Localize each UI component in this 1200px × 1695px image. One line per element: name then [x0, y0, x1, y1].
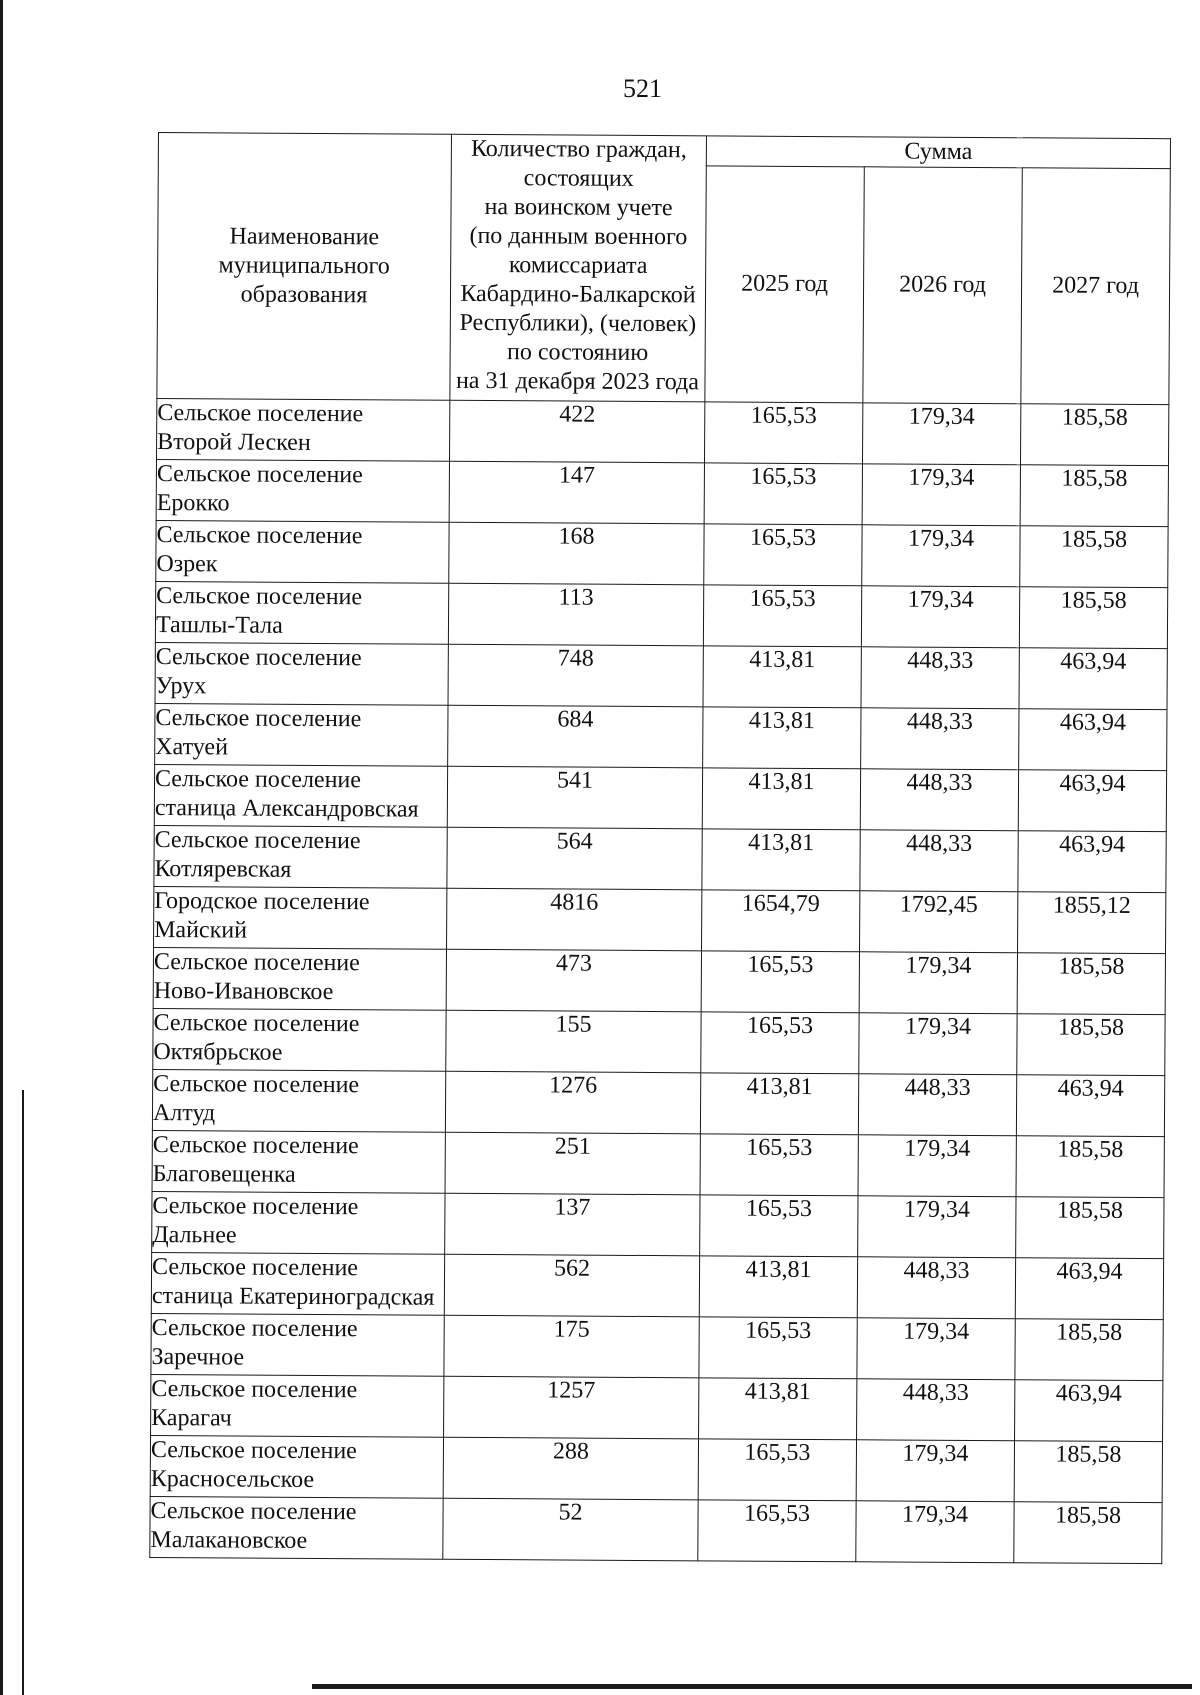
header-municipality-line: муниципального	[218, 252, 390, 280]
citizen-count-cell: 147	[449, 461, 704, 524]
municipality-name-cell	[151, 1252, 444, 1315]
table-row	[152, 1069, 1164, 1136]
sum-2025-cell: 165,53	[704, 524, 862, 586]
header-municipality	[157, 133, 452, 401]
sum-2026-cell: 448,33	[861, 708, 1019, 770]
sum-2025-cell: 165,53	[698, 1439, 856, 1501]
sum-2027-cell: 185,58	[1015, 1319, 1163, 1381]
sum-2025-cell: 413,81	[703, 646, 861, 708]
table-row	[151, 1252, 1163, 1319]
sum-2025-cell: 413,81	[700, 1073, 858, 1135]
municipality-name: Октябрьское	[153, 1038, 283, 1066]
table-row	[150, 1435, 1162, 1502]
municipality-name: Урух	[155, 672, 207, 700]
municipality-type: Сельское поселение	[153, 1070, 360, 1099]
municipality-name: Котляревская	[154, 855, 292, 883]
municipality-type: Сельское поселение	[156, 460, 363, 489]
bottom-rule	[312, 1684, 1192, 1689]
sum-2027-cell: 185,58	[1020, 465, 1168, 527]
sum-2026-cell: 448,33	[857, 1257, 1015, 1319]
left-margin-rule	[0, 0, 3, 1695]
citizen-count-cell: 473	[446, 949, 701, 1012]
citizen-count-cell: 562	[444, 1254, 699, 1317]
header-citizen-count-line: Республики), (человек)	[459, 309, 697, 338]
municipality-type: Сельское поселение	[154, 765, 362, 794]
table-row	[154, 764, 1166, 831]
municipality-name-cell	[155, 703, 448, 766]
sum-2026-cell: 179,34	[858, 1196, 1016, 1258]
sum-2026-cell: 179,34	[861, 586, 1019, 648]
sum-2027-cell: 185,58	[1017, 953, 1165, 1015]
header-year-2027: 2027 год	[1021, 168, 1170, 405]
municipality-name: Малакановское	[150, 1526, 308, 1554]
sum-2025-cell: 165,53	[698, 1500, 856, 1562]
sum-2026-cell: 448,33	[860, 830, 1018, 892]
sum-2025-cell: 165,53	[699, 1317, 857, 1379]
sum-2025-cell: 165,53	[700, 1195, 858, 1257]
sum-2025-cell: 1654,79	[702, 890, 860, 952]
table-row	[153, 947, 1165, 1014]
municipality-name: станица Александровская	[154, 794, 419, 823]
header-citizen-count-text	[450, 135, 706, 398]
municipality-name-cell	[151, 1313, 444, 1376]
allocation-table	[149, 132, 1171, 1564]
sum-2026-cell: 179,34	[859, 1013, 1017, 1075]
sum-2027-cell: 185,58	[1014, 1502, 1162, 1564]
table-row	[151, 1374, 1163, 1441]
municipality-name-cell	[156, 398, 449, 461]
sum-2027-cell: 463,94	[1016, 1075, 1164, 1137]
municipality-name: Алтуд	[152, 1099, 216, 1127]
municipality-name-cell	[152, 1130, 445, 1193]
sum-2026-cell: 179,34	[856, 1501, 1014, 1563]
table-row	[151, 1313, 1163, 1380]
citizen-count-cell: 175	[444, 1315, 699, 1378]
municipality-name: станица Екатериноградская	[151, 1282, 435, 1311]
municipality-name-cell	[156, 520, 449, 583]
municipality-type: Сельское поселение	[153, 948, 360, 977]
municipality-name-cell	[151, 1374, 444, 1437]
citizen-count-cell: 422	[449, 400, 704, 463]
citizen-count-cell: 748	[448, 644, 703, 707]
citizen-count-cell: 288	[443, 1437, 698, 1500]
municipality-name-cell	[150, 1435, 443, 1498]
sum-2025-cell: 413,81	[699, 1256, 857, 1318]
municipality-type: Сельское поселение	[151, 1375, 358, 1404]
header-citizen-count-line: по состоянию	[507, 339, 649, 366]
table-row	[150, 1496, 1162, 1563]
municipality-name-cell	[152, 1191, 445, 1254]
municipality-name-cell	[153, 947, 446, 1010]
municipality-name: Дальнее	[152, 1221, 237, 1249]
citizen-count-cell: 1276	[445, 1071, 700, 1134]
sum-2026-cell: 448,33	[858, 1074, 1016, 1136]
municipality-type: Сельское поселение	[157, 400, 364, 428]
sum-2025-cell: 413,81	[702, 829, 860, 891]
municipality-type: Городское поселение	[154, 887, 370, 916]
table-row	[154, 825, 1166, 892]
municipality-name-cell	[154, 886, 447, 949]
municipality-type: Сельское поселение	[156, 582, 363, 611]
sum-2027-cell: 185,58	[1017, 1014, 1165, 1076]
municipality-type: Сельское поселение	[153, 1009, 360, 1038]
sum-2026-cell: 179,34	[862, 464, 1020, 526]
header-citizen-count-line: на 31 декабря 2023 года	[455, 367, 700, 396]
table-body	[150, 398, 1169, 1563]
municipality-type: Сельское поселение	[152, 1192, 359, 1221]
sum-2026-cell: 1792,45	[860, 891, 1018, 953]
municipality-name-cell	[156, 459, 449, 522]
citizen-count-cell: 4816	[447, 888, 702, 951]
sum-2025-cell: 165,53	[701, 951, 859, 1013]
sum-2027-cell: 185,58	[1016, 1197, 1164, 1259]
municipality-name-cell	[154, 764, 447, 827]
sum-2027-cell: 185,58	[1016, 1136, 1164, 1198]
sum-2026-cell: 179,34	[862, 525, 1020, 587]
table-row	[156, 520, 1168, 587]
table-row	[155, 581, 1167, 648]
sum-2025-cell: 165,53	[703, 585, 861, 647]
header-citizen-count-line: Количество граждан,	[470, 135, 687, 164]
citizen-count-cell: 137	[445, 1193, 700, 1256]
municipality-name: Карагач	[151, 1404, 232, 1432]
municipality-name: Красносельское	[150, 1465, 315, 1493]
municipality-name-cell	[155, 581, 448, 644]
citizen-count-cell: 251	[445, 1132, 700, 1195]
municipality-type: Сельское поселение	[155, 643, 362, 672]
citizen-count-cell: 541	[447, 766, 702, 829]
citizen-count-cell: 564	[447, 827, 702, 890]
municipality-name: Ерокко	[156, 489, 230, 517]
header-municipality-text	[158, 222, 451, 311]
sum-2025-cell: 165,53	[704, 402, 862, 464]
header-citizen-count-line: (по данным военного	[469, 222, 688, 251]
sum-2025-cell: 413,81	[702, 768, 860, 830]
sum-2027-cell: 185,58	[1014, 1441, 1162, 1503]
municipality-name: Хатуей	[155, 733, 229, 761]
header-citizen-count-line: на воинском учете	[484, 193, 673, 222]
citizen-count-cell: 113	[448, 583, 703, 646]
citizen-count-cell: 52	[443, 1498, 698, 1561]
table-row	[152, 1130, 1164, 1197]
sum-2027-cell: 185,58	[1020, 526, 1168, 588]
table-row	[155, 703, 1167, 770]
header-citizen-count-line: Кабардино-Балкарской	[460, 280, 696, 309]
sum-2025-cell: 165,53	[701, 1012, 859, 1074]
sum-2027-cell: 185,58	[1020, 404, 1168, 466]
sum-2027-cell: 463,94	[1018, 831, 1166, 893]
municipality-name: Заречное	[151, 1343, 245, 1371]
sum-2026-cell: 448,33	[857, 1379, 1015, 1441]
municipality-name: Ново-Ивановское	[153, 977, 334, 1006]
left-margin-rule-inner	[22, 1090, 24, 1695]
municipality-type: Сельское поселение	[154, 826, 361, 855]
municipality-type: Сельское поселение	[152, 1131, 359, 1160]
municipality-type: Сельское поселение	[151, 1314, 358, 1343]
municipality-name: Ташлы-Тала	[155, 611, 283, 639]
sum-2027-cell: 463,94	[1019, 709, 1167, 771]
table-row	[155, 642, 1167, 709]
municipality-name-cell	[154, 825, 447, 888]
sum-2026-cell: 179,34	[856, 1440, 1014, 1502]
header-citizen-count-line: комиссариата	[508, 252, 648, 279]
table-row	[154, 886, 1166, 953]
municipality-type: Сельское поселение	[150, 1497, 357, 1526]
citizen-count-cell: 168	[449, 522, 704, 585]
municipality-name-cell	[150, 1496, 443, 1559]
sum-2026-cell: 448,33	[861, 647, 1019, 709]
municipality-type: Сельское поселение	[156, 521, 363, 550]
page-number: 521	[623, 74, 662, 103]
sum-2027-cell: 463,94	[1019, 648, 1167, 710]
sum-2025-cell: 413,81	[699, 1378, 857, 1440]
sum-2026-cell: 179,34	[859, 952, 1017, 1014]
header-municipality-line: образования	[240, 281, 368, 309]
sum-2025-cell: 165,53	[704, 463, 862, 525]
municipality-name: Озрек	[156, 550, 218, 578]
sum-2027-cell: 463,94	[1018, 770, 1166, 832]
citizen-count-cell: 684	[448, 705, 703, 768]
table-row	[156, 459, 1168, 526]
sum-2025-cell: 413,81	[703, 707, 861, 769]
municipality-name: Майский	[154, 916, 248, 944]
citizen-count-cell: 155	[446, 1010, 701, 1073]
header-citizen-count-line: состоящих	[523, 165, 634, 192]
municipality-name-cell	[155, 642, 448, 705]
sum-2026-cell: 179,34	[862, 403, 1020, 465]
header-citizen-count	[450, 134, 707, 402]
sum-2027-cell: 463,94	[1015, 1380, 1163, 1442]
header-municipality-line: Наименование	[229, 223, 380, 251]
municipality-name-cell	[152, 1069, 445, 1132]
table-row	[152, 1191, 1164, 1258]
municipality-name-cell	[153, 1008, 446, 1071]
sum-2027-cell: 1855,12	[1018, 892, 1166, 954]
municipality-type: Сельское поселение	[150, 1436, 357, 1465]
municipality-name: Второй Лескен	[157, 429, 311, 456]
table-row	[156, 398, 1168, 465]
header-sum: Сумма	[706, 136, 1170, 169]
sum-2026-cell: 179,34	[857, 1318, 1015, 1380]
sum-2027-cell: 463,94	[1015, 1258, 1163, 1320]
table-row	[153, 1008, 1165, 1075]
municipality-type: Сельское поселение	[151, 1253, 359, 1282]
sum-2027-cell: 185,58	[1019, 587, 1167, 649]
sum-2026-cell: 179,34	[858, 1135, 1016, 1197]
citizen-count-cell: 1257	[444, 1376, 699, 1439]
header-year-2026: 2026 год	[863, 167, 1022, 404]
sum-2026-cell: 448,33	[860, 769, 1018, 831]
sum-2025-cell: 165,53	[700, 1134, 858, 1196]
header-year-2025: 2025 год	[705, 166, 864, 403]
municipality-type: Сельское поселение	[155, 704, 362, 733]
municipality-name: Благовещенка	[152, 1160, 296, 1188]
